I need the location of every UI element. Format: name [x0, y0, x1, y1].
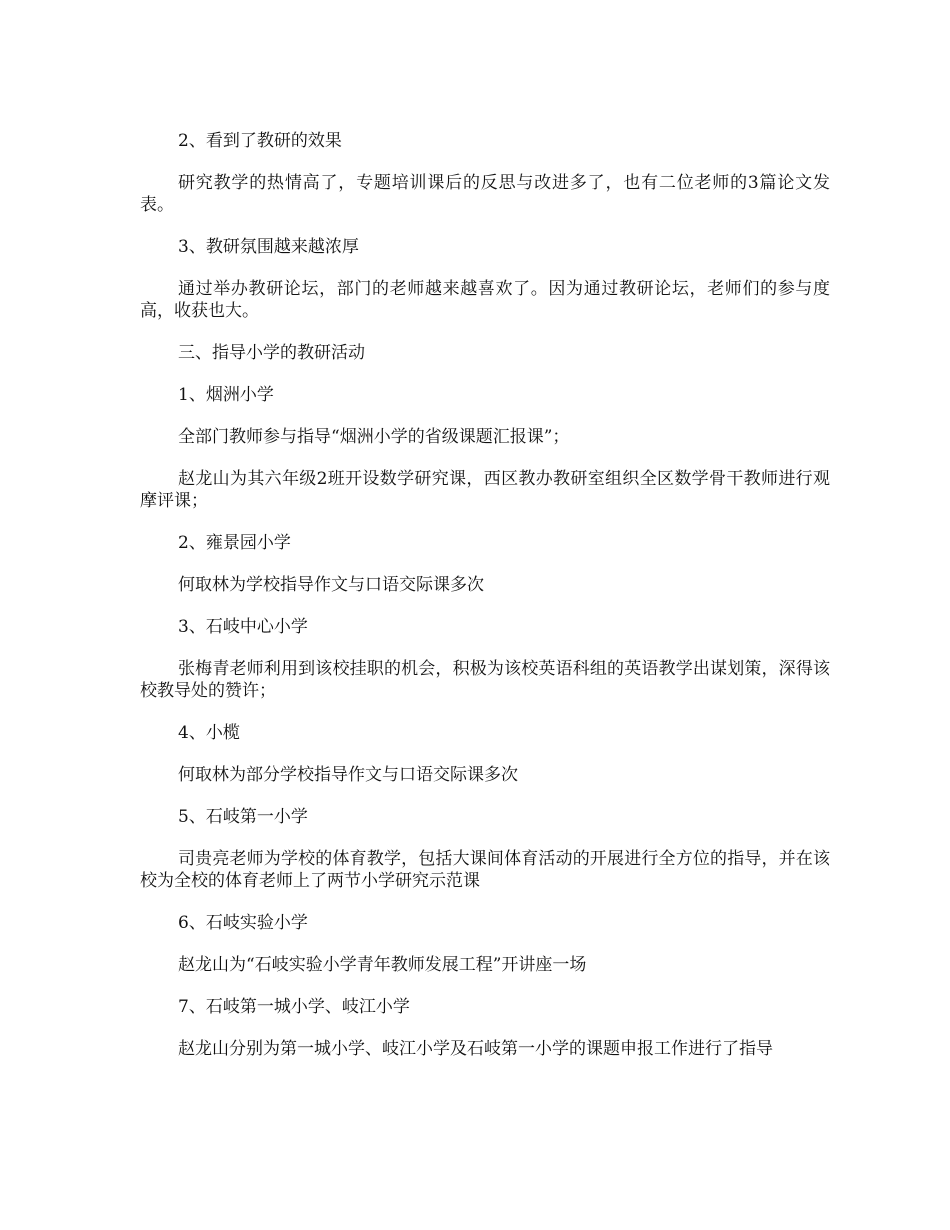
- section-heading: 2、看到了教研的效果: [178, 131, 342, 151]
- section-heading: 3、石岐中心小学: [178, 617, 308, 637]
- paragraph: 全部门教师参与指导“烟洲小学的省级课题汇报课”；: [178, 427, 570, 447]
- section-heading: 5、石岐第一小学: [178, 807, 308, 827]
- paragraph: 司贵亮老师为学校的体育教学，包括大课间体育活动的开展进行全方位的指导，并在该校为全校的体育老师上了两节小学研究示范课: [140, 849, 830, 891]
- paragraph: 赵龙山为“石岐实验小学青年教师发展工程”开讲座一场: [178, 955, 587, 975]
- section-heading: 1、烟洲小学: [178, 385, 274, 405]
- section-heading: 6、石岐实验小学: [178, 913, 308, 933]
- paragraph: 通过举办教研论坛，部门的老师越来越喜欢了。因为通过教研论坛，老师们的参与度高，收获也大。: [140, 279, 830, 321]
- document-body: [140, 130, 830, 1080]
- section-heading: 4、小榄: [178, 723, 240, 743]
- paragraph: 张梅青老师利用到该校挂职的机会，积极为该校英语科组的英语教学出谋划策，深得该校教导处的赞许；: [140, 659, 830, 701]
- section-heading: 3、教研氛围越来越浓厚: [178, 237, 359, 257]
- section-heading: 7、石岐第一城小学、岐江小学: [178, 997, 410, 1017]
- paragraph: 赵龙山为其六年级2班开设数学研究课，西区教办教研室组织全区数学骨干教师进行观摩评课；: [140, 469, 830, 511]
- section-heading: 2、雍景园小学: [178, 533, 291, 553]
- paragraph: 何取林为学校指导作文与口语交际课多次: [178, 575, 484, 595]
- paragraph: 研究教学的热情高了，专题培训课后的反思与改进多了，也有二位老师的3篇论文发表。: [140, 173, 830, 215]
- section-heading: 三、指导小学的教研活动: [178, 343, 365, 363]
- paragraph: 何取林为部分学校指导作文与口语交际课多次: [178, 765, 518, 785]
- paragraph: 赵龙山分别为第一城小学、岐江小学及石岐第一小学的课题申报工作进行了指导: [178, 1039, 773, 1059]
